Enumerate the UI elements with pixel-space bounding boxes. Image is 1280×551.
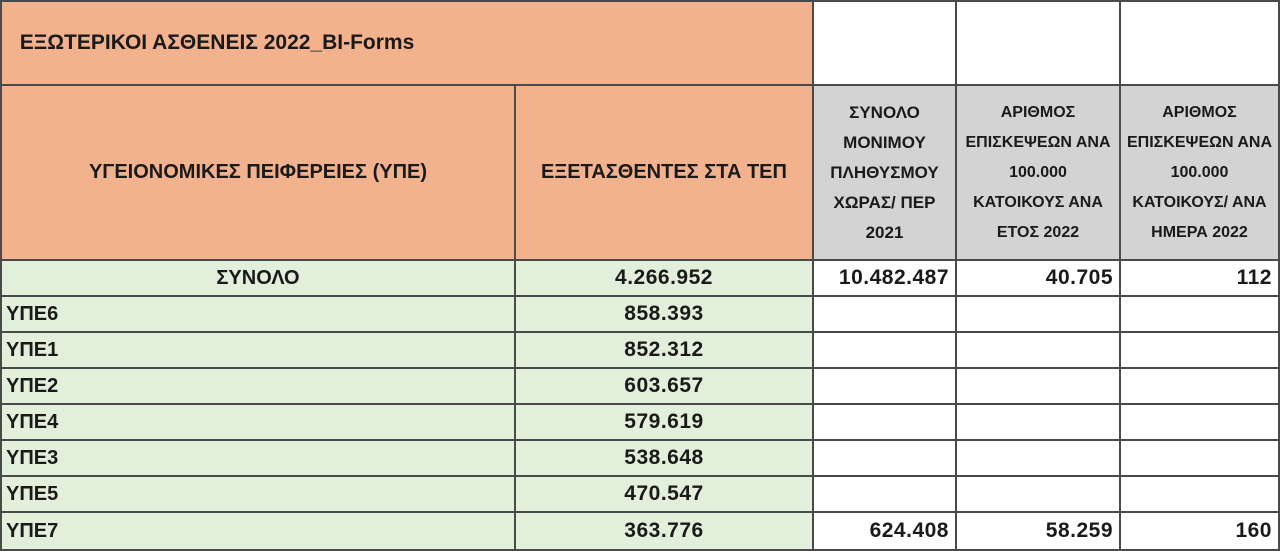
header-region: ΥΓΕΙΟΝΟΜΙΚΕΣ ΠΕΙΦΕΡΕΙΕΣ (ΥΠΕ) [0, 84, 516, 261]
cell-visits-year [955, 439, 1121, 477]
cell-examined: 579.619 [514, 403, 814, 441]
cell-examined: 363.776 [514, 511, 814, 551]
cell-visits-day [1119, 331, 1280, 369]
cell-region: ΥΠΕ6 [0, 295, 516, 333]
cell-region: ΥΠΕ1 [0, 331, 516, 369]
cell-population [812, 367, 957, 405]
header-population: ΣΥΝΟΛΟ ΜΟΝΙΜΟΥ ΠΛΗΘΥΣΜΟΥ ΧΩΡΑΣ/ ΠΕΡ 2021 [812, 84, 957, 261]
cell-visits-year: 58.259 [955, 511, 1121, 551]
cell-visits-day [1119, 475, 1280, 513]
cell-population [812, 331, 957, 369]
cell-visits-year [955, 295, 1121, 333]
cell-visits-day [1119, 367, 1280, 405]
cell-visits-year [955, 403, 1121, 441]
cell-region: ΣΥΝΟΛΟ [0, 259, 516, 297]
cell-population [812, 439, 957, 477]
cell-visits-year: 40.705 [955, 259, 1121, 297]
header-examined: ΕΞΕΤΑΣΘΕΝΤΕΣ ΣΤΑ ΤΕΠ [514, 84, 814, 261]
cell-population: 624.408 [812, 511, 957, 551]
cell-region: ΥΠΕ3 [0, 439, 516, 477]
cell-visits-day [1119, 403, 1280, 441]
cell-region: ΥΠΕ4 [0, 403, 516, 441]
cell-visits-day: 160 [1119, 511, 1280, 551]
cell-visits-year [955, 475, 1121, 513]
cell-region: ΥΠΕ5 [0, 475, 516, 513]
cell-region: ΥΠΕ7 [0, 511, 516, 551]
cell-examined: 470.547 [514, 475, 814, 513]
empty-cell [1119, 0, 1280, 86]
cell-examined: 852.312 [514, 331, 814, 369]
cell-population [812, 295, 957, 333]
empty-cell [955, 0, 1121, 86]
cell-population [812, 475, 957, 513]
header-visits-day: ΑΡΙΘΜΟΣ ΕΠΙΣΚΕΨΕΩΝ ΑΝΑ 100.000 ΚΑΤΟΙΚΟΥΣ/ ΑΝΑ ΗΜΕΡΑ 2022 [1119, 84, 1280, 261]
cell-region: ΥΠΕ2 [0, 367, 516, 405]
header-visits-year: ΑΡΙΘΜΟΣ ΕΠΙΣΚΕΨΕΩΝ ΑΝΑ 100.000 ΚΑΤΟΙΚΟΥΣ ΑΝΑ ΕΤΟΣ 2022 [955, 84, 1121, 261]
cell-visits-day [1119, 439, 1280, 477]
cell-examined: 4.266.952 [514, 259, 814, 297]
cell-examined: 603.657 [514, 367, 814, 405]
table-title: ΕΞΩΤΕΡΙΚΟΙ ΑΣΘΕΝΕΙΣ 2022_BI-Forms [0, 0, 814, 86]
cell-visits-day [1119, 295, 1280, 333]
cell-visits-year [955, 331, 1121, 369]
empty-cell [812, 0, 957, 86]
cell-population: 10.482.487 [812, 259, 957, 297]
cell-examined: 858.393 [514, 295, 814, 333]
cell-population [812, 403, 957, 441]
cell-visits-year [955, 367, 1121, 405]
cell-examined: 538.648 [514, 439, 814, 477]
cell-visits-day: 112 [1119, 259, 1280, 297]
